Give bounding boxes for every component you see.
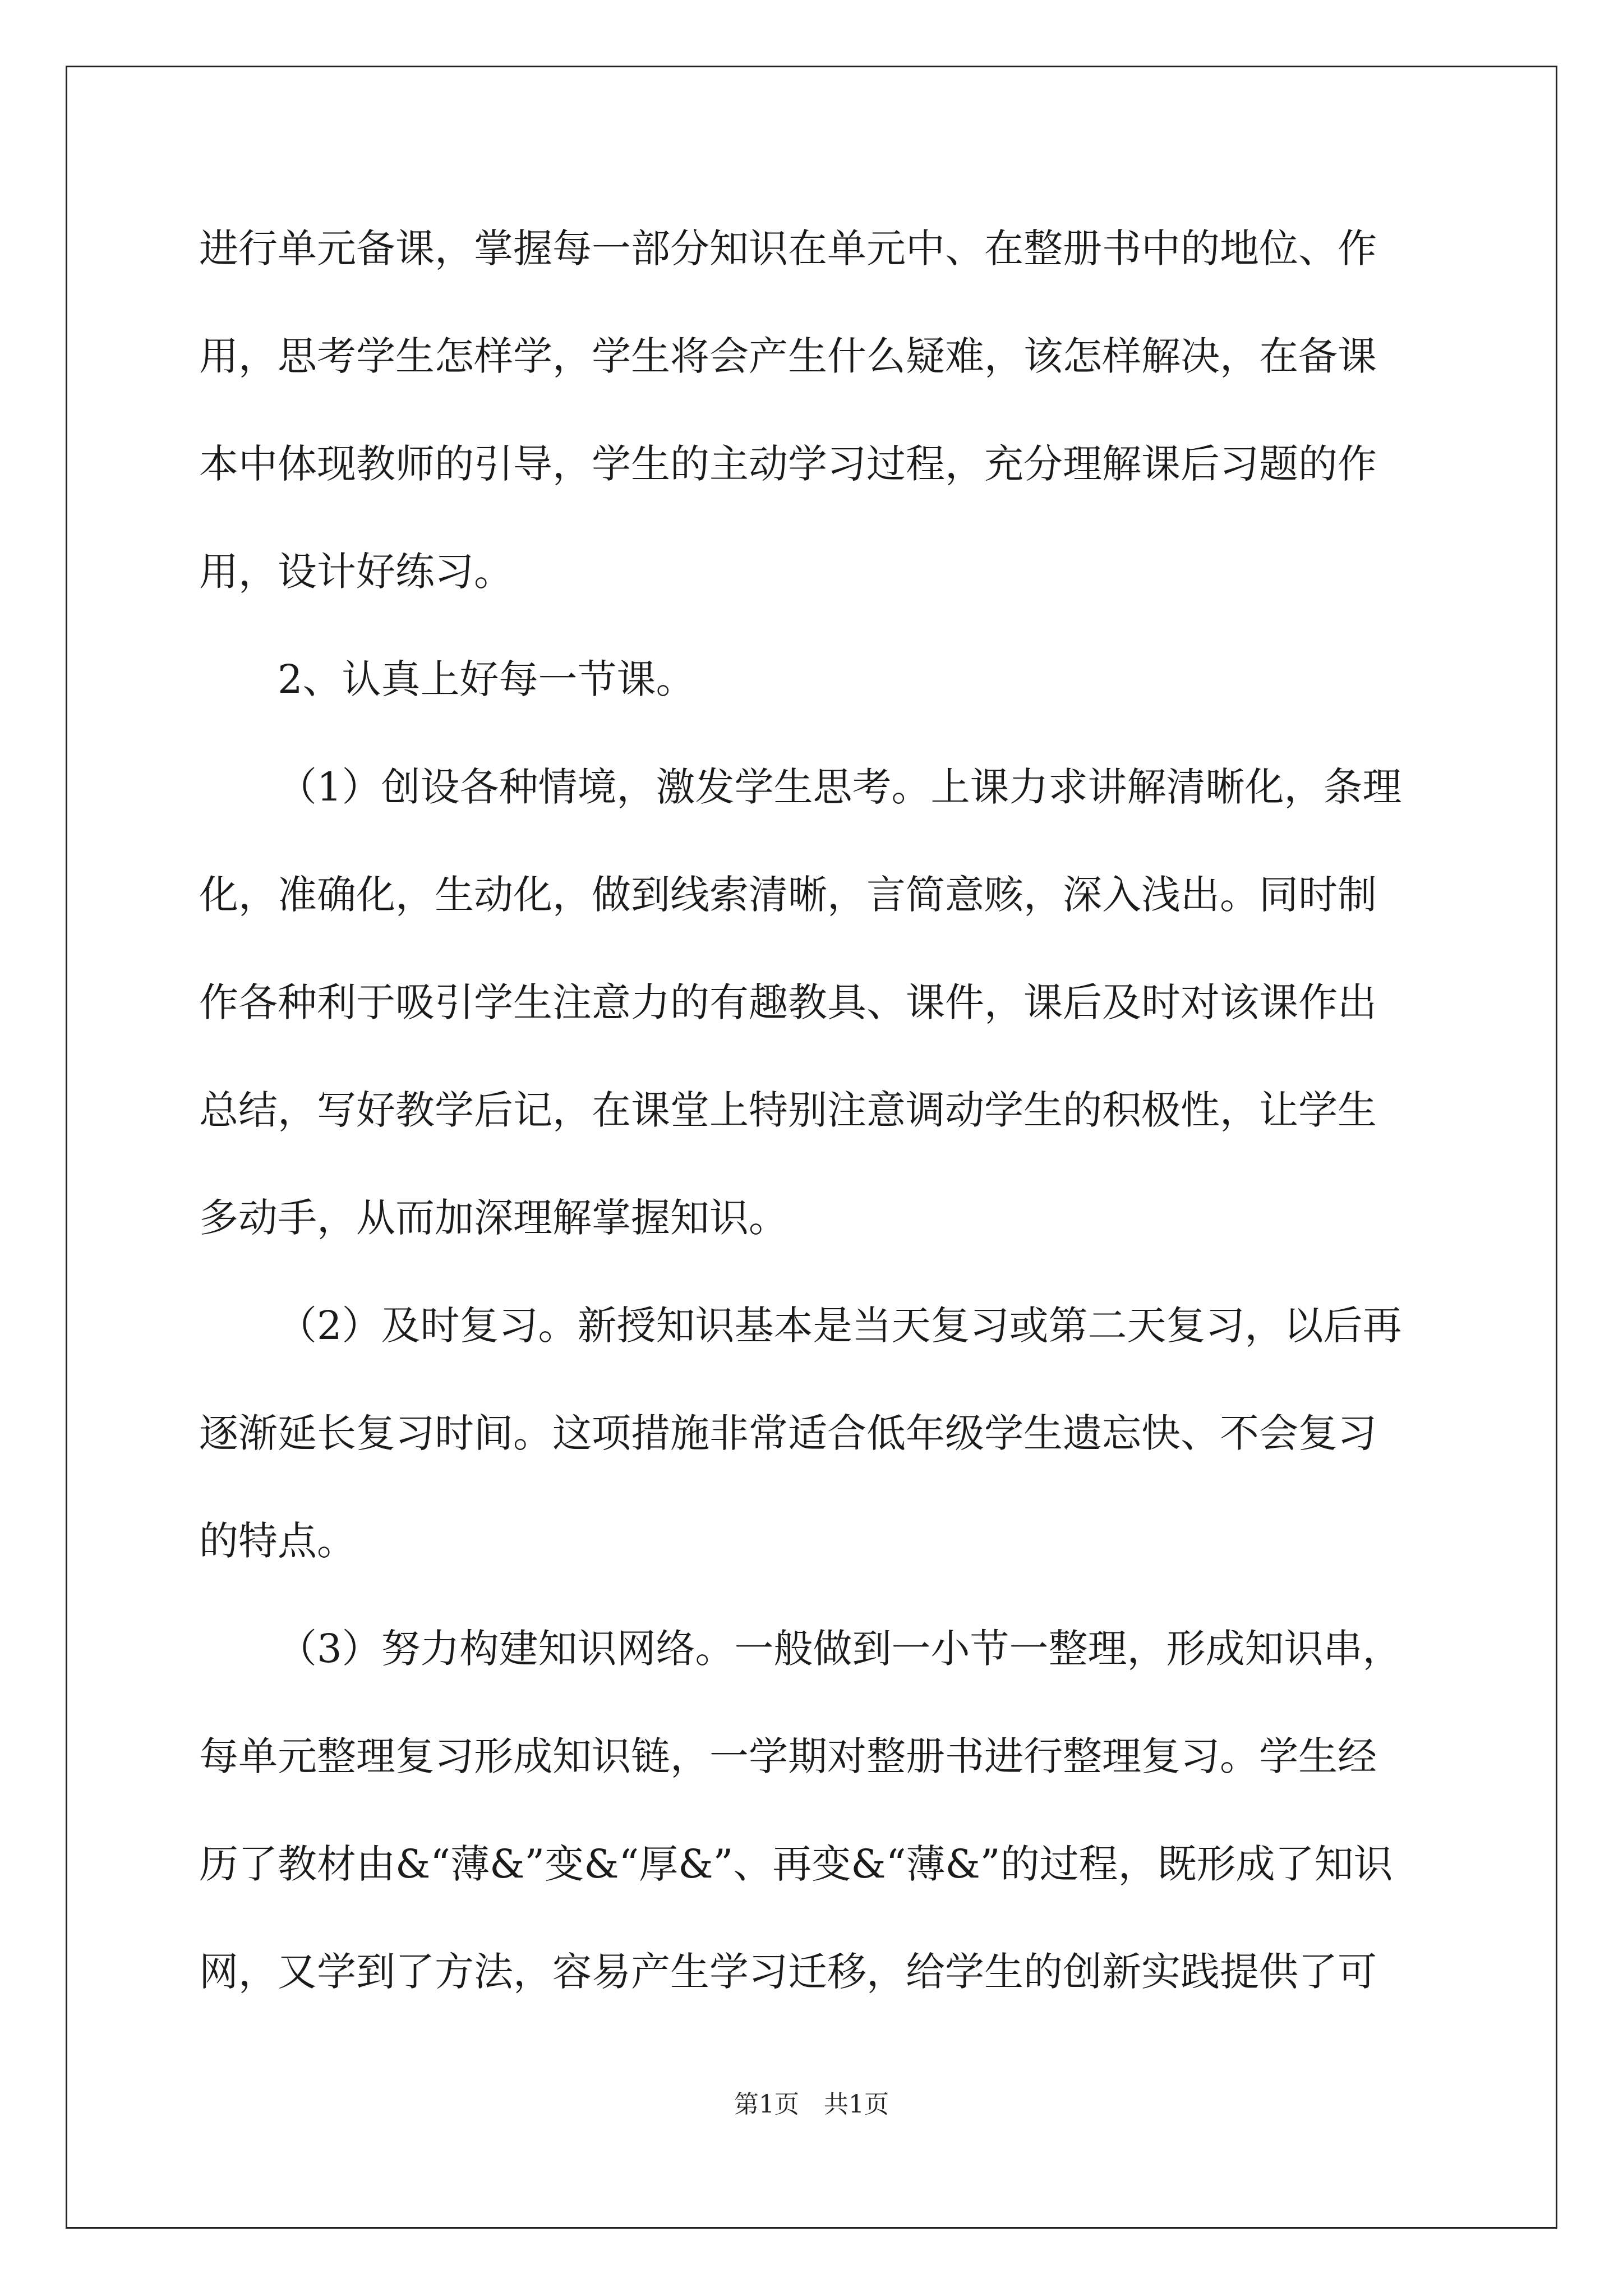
text-line: 本中体现教师的引导，学生的主动学习过程，充分理解课后习题的作 <box>199 441 1377 487</box>
page-number-current: 第1页 <box>734 2090 799 2119</box>
page-number-total: 共1页 <box>824 2090 889 2119</box>
text-line: （3）努力构建知识网络。一般做到一小节一整理，形成知识串， <box>278 1626 1402 1672</box>
text-line: 用，设计好练习。 <box>199 549 513 595</box>
page-footer <box>0 2088 1623 2122</box>
text-line: （1）创设各种情境，激发学生思考。上课力求讲解清晰化，条理 <box>278 764 1402 810</box>
text-line: 总结，写好教学后记，在课堂上特别注意调动学生的积极性，让学生 <box>199 1087 1377 1133</box>
text-line: （2）及时复习。新授知识基本是当天复习或第二天复习，以后再 <box>278 1303 1402 1349</box>
text-line: 作各种利于吸引学生注意力的有趣教具、课件，课后及时对该课作出 <box>199 979 1377 1025</box>
text-line: 逐渐延长复习时间。这项措施非常适合低年级学生遗忘快、不会复习 <box>199 1410 1377 1456</box>
text-line: 进行单元备课，掌握每一部分知识在单元中、在整册书中的地位、作 <box>199 226 1377 272</box>
document-body <box>199 209 1427 2040</box>
text-line: 历了教材由&“薄&”变&“厚&”、再变&“薄&”的过程，既形成了知识 <box>199 1841 1393 1887</box>
text-line: 化，准确化，生动化，做到线索清晰，言简意赅，深入浅出。同时制 <box>199 872 1377 918</box>
text-line: 每单元整理复习形成知识链，一学期对整册书进行整理复习。学生经 <box>199 1733 1377 1779</box>
section-heading: 2、认真上好每一节课。 <box>278 656 695 702</box>
text-line: 网，又学到了方法，容易产生学习迁移，给学生的创新实践提供了可 <box>199 1949 1377 1995</box>
text-line: 用，思考学生怎样学，学生将会产生什么疑难，该怎样解决，在备课 <box>199 333 1377 379</box>
text-line: 多动手，从而加深理解掌握知识。 <box>199 1195 788 1241</box>
text-line: 的特点。 <box>199 1518 356 1564</box>
